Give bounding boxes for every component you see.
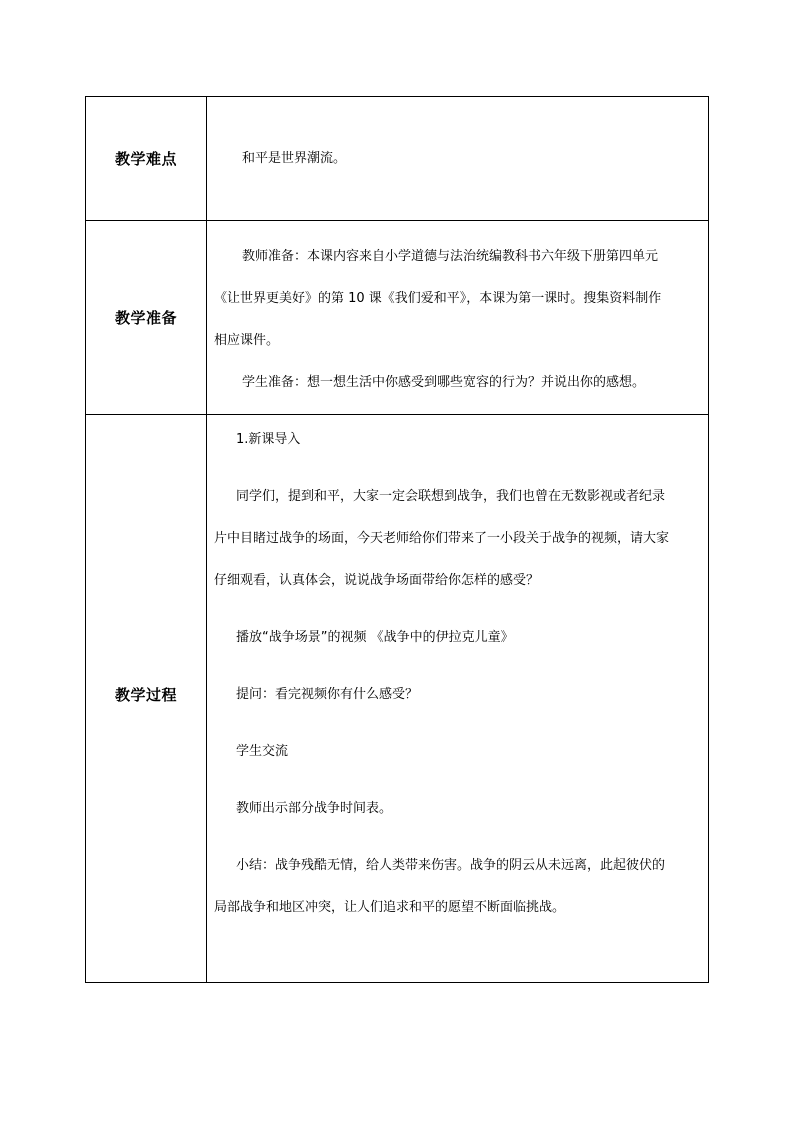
intro-title: 1.新课导入 — [236, 432, 301, 447]
intro-line-1: 同学们，提到和平，大家一定会联想到战争，我们也曾在无数影视或者纪录 — [236, 489, 666, 504]
question-line: 提问：看完视频你有什么感受？ — [236, 687, 419, 702]
lesson-plan-table — [85, 96, 709, 983]
timeline-line: 教师出示部分战争时间表。 — [236, 801, 393, 816]
intro-line-3: 仔细观看，认真体会，说说战争场面带给你怎样的感受？ — [214, 573, 540, 588]
teaching-preparation-heading: 教学准备 — [86, 221, 207, 415]
row-teaching-process — [86, 415, 709, 983]
difficulty-text: 和平是世界潮流。 — [242, 151, 347, 166]
teaching-preparation-content — [207, 221, 709, 415]
teacher-prep-line-1: 教师准备：本课内容来自小学道德与法治统编教科书六年级下册第四单元 — [242, 249, 659, 264]
teacher-prep-line-2: 《让世界更美好》的第 10 课《我们爱和平》，本课为第一课时。搜集资料制作 — [214, 291, 662, 306]
summary-line-1: 小结：战争残酷无情，给人类带来伤害。战争的阴云从未远离，此起彼伏的 — [236, 858, 666, 873]
row-teaching-difficulty — [86, 97, 709, 221]
summary-line-2: 局部战争和地区冲突，让人们追求和平的愿望不断面临挑战。 — [214, 900, 566, 915]
teaching-process-content — [207, 415, 709, 983]
exchange-line: 学生交流 — [236, 744, 289, 759]
row-teaching-preparation — [86, 221, 709, 415]
teacher-prep-line-3: 相应课件。 — [214, 333, 280, 348]
teaching-difficulty-content — [207, 97, 709, 221]
student-prep-line: 学生准备：想一想生活中你感受到哪些宽容的行为？并说出你的感想。 — [242, 375, 646, 390]
teaching-difficulty-heading: 教学难点 — [86, 97, 207, 221]
teaching-process-heading: 教学过程 — [86, 415, 207, 983]
intro-line-2: 片中目睹过战争的场面，今天老师给你们带来了一小段关于战争的视频，请大家 — [214, 531, 670, 546]
play-video-line: 播放“战争场景”的视频 《战争中的伊拉克儿童》 — [236, 630, 514, 645]
